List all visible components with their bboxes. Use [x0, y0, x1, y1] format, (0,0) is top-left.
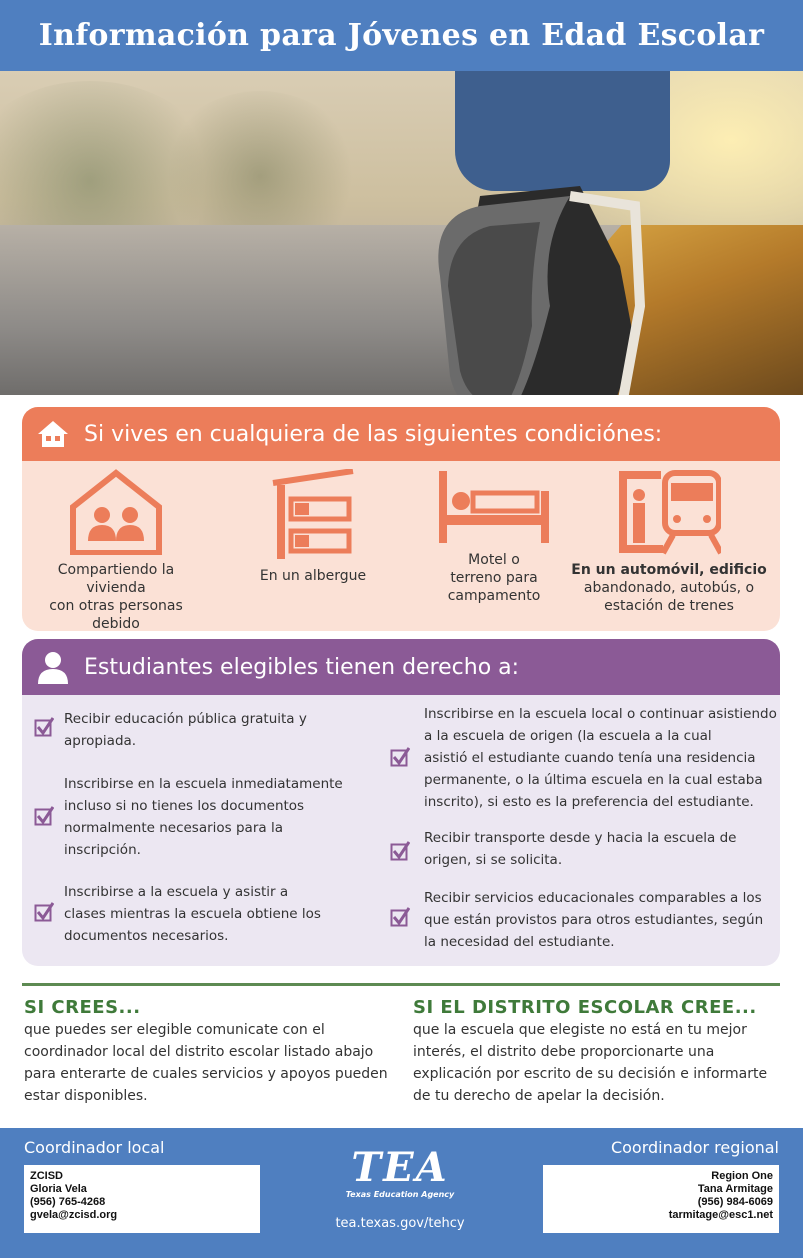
- shelter-bunk-icon: [271, 469, 355, 561]
- bed-icon: [437, 469, 551, 545]
- if-district-believes-text: que la escuela que elegiste no está en tu mejor interés, el distrito debe proporcionarte una explicación por escrito de su decisión e informarte de tu derecho de apelar la decisión.: [413, 1022, 768, 1104]
- footer: [0, 1128, 803, 1258]
- right-item-transportation: Recibir transporte desde y hacia la escuela de origen, si se solicita.: [424, 830, 737, 868]
- regional-coordinator-card: Region One Tana Armitage (956) 984-6069 tarmitage@esc1.net: [543, 1165, 779, 1233]
- house-icon: [36, 419, 70, 449]
- checkbox-icon: [34, 717, 54, 737]
- rights-section: [22, 639, 780, 966]
- checkbox-icon: [390, 907, 410, 927]
- condition-shelter: En un albergue: [213, 469, 413, 585]
- right-item-comparable-services: Recibir servicios educacionales comparables a los que están provistos para otros estudiantes, según la necesidad del estudiante.: [424, 890, 764, 950]
- if-district-believes-heading: SI EL DISTRITO ESCOLAR CREE...: [413, 997, 757, 1018]
- checkbox-icon: [34, 806, 54, 826]
- conditions-section: [22, 407, 780, 631]
- divider: [22, 983, 780, 986]
- condition-shared-housing: Compartiendo la vivienda con otras personas debido: [26, 469, 206, 631]
- header-banner: [0, 0, 803, 71]
- checkbox-icon: [34, 902, 54, 922]
- hero-photo-walking-feet: [0, 71, 803, 395]
- if-you-believe-heading: SI CREES...: [24, 997, 141, 1018]
- rights-header-bar: [22, 639, 780, 695]
- website-link[interactable]: tea.texas.gov/tehcy: [335, 1216, 465, 1231]
- checkbox-icon: [390, 747, 410, 767]
- train-station-icon: [617, 469, 721, 555]
- conditions-header-bar: [22, 407, 780, 461]
- local-coordinator-card: ZCISD Gloria Vela (956) 765-4268 gvela@zcisd.org: [24, 1165, 260, 1233]
- tea-logo: TEA Texas Education Agency: [345, 1144, 455, 1199]
- right-item-free-education: Recibir educación pública gratuita y apropiada.: [64, 711, 307, 749]
- checkbox-icon: [390, 841, 410, 861]
- condition-motel-campground: Motel o terreno para campamento: [404, 469, 584, 605]
- regional-coordinator-label: Coordinador regional: [610, 1138, 779, 1157]
- student-icon: [36, 650, 70, 684]
- local-coordinator-label: Coordinador local: [24, 1138, 165, 1157]
- page-title: Información para Jóvenes en Edad Escolar: [38, 18, 765, 53]
- right-item-school-of-origin: Inscribirse en la escuela local o continuar asistiendo a la escuela de origen (la escuela a la cual asistió el estudiante cuando tenía una residencia permanente, o la última escuela en la cual estaba inscrito), si esto es la preferencia del estudiante.: [424, 706, 777, 810]
- if-you-believe-text: que puedes ser elegible comunicate con el coordinador local del distrito escolar listado abajo para enterarte de cuales servicios y apoyos pueden estar disponibles.: [24, 1022, 388, 1104]
- rights-heading: Estudiantes elegibles tienen derecho a:: [84, 654, 520, 680]
- right-item-attend-while-documents: Inscribirse a la escuela y asistir a clases mientras la escuela obtiene los documentos necesarios.: [64, 884, 321, 944]
- conditions-heading: Si vives en cualquiera de las siguientes condiciónes:: [84, 421, 663, 447]
- house-people-icon: [69, 469, 163, 555]
- condition-car-building-station: En un automóvil, edificio abandonado, autobús, o estación de trenes: [569, 469, 769, 615]
- right-item-immediate-enrollment: Inscribirse en la escuela inmediatamente incluso si no tienes los documentos normalmente necesarios para la inscripción.: [64, 776, 343, 858]
